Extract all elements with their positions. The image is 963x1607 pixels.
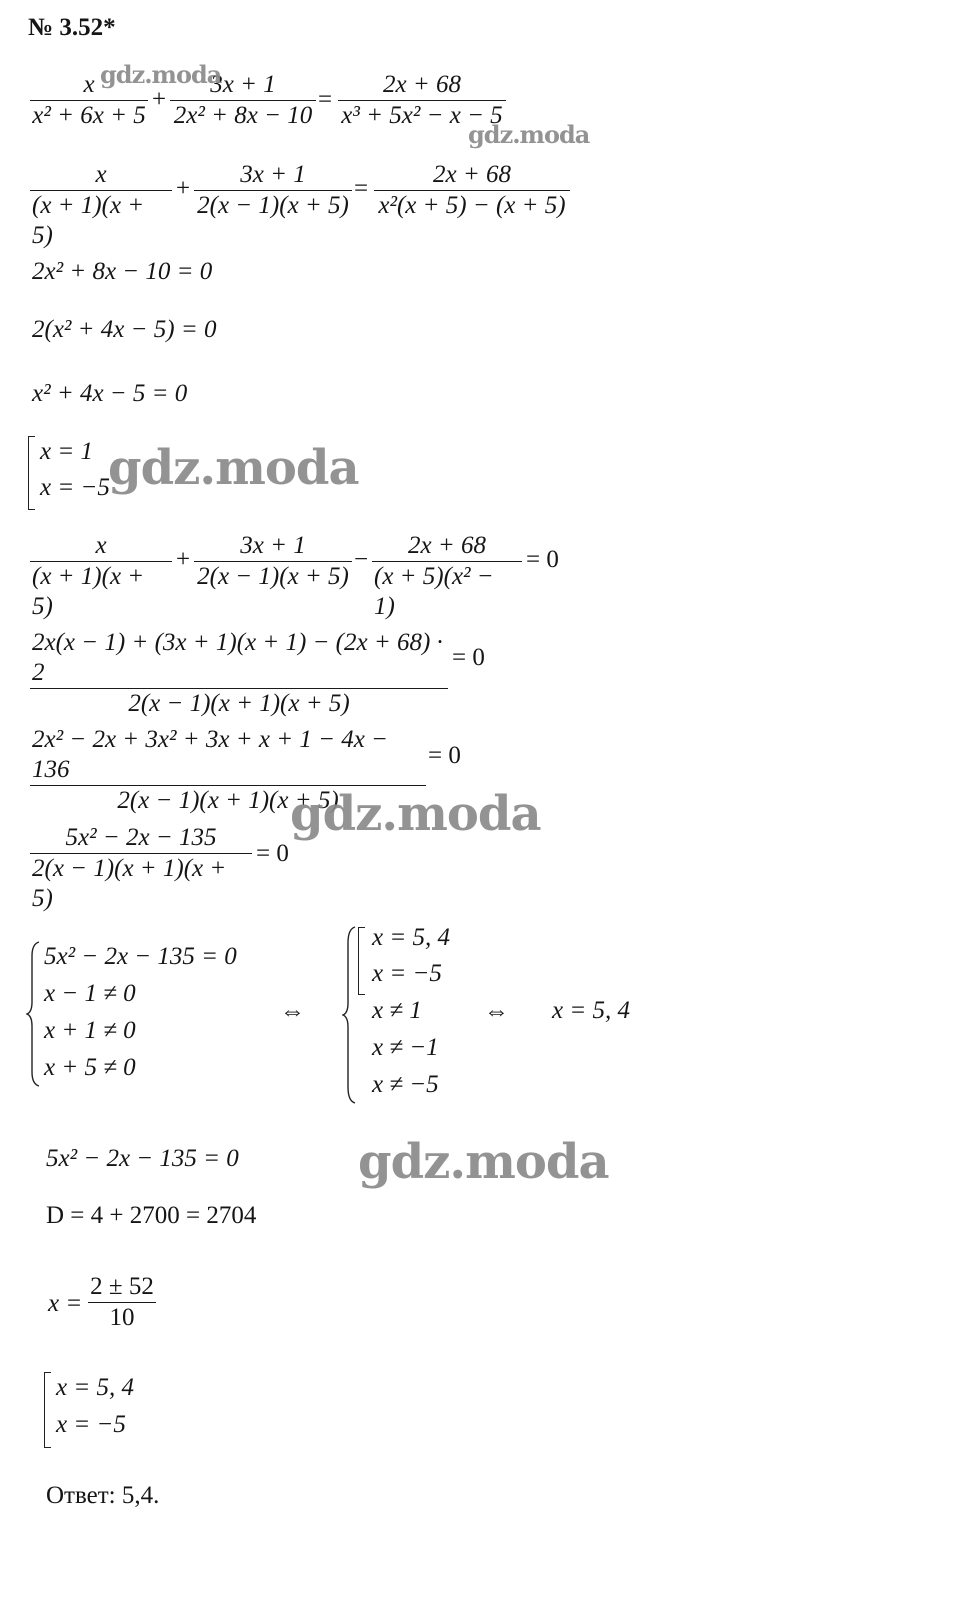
watermark: gdz.moda (100, 60, 222, 89)
right-hand-side: = 0 (428, 742, 461, 769)
quadratic-equation: 5x² − 2x − 135 = 0 (46, 1145, 239, 1172)
root: x = −5 (40, 474, 110, 501)
fraction (374, 160, 570, 221)
denominator: (x + 5)(x² − 1) (374, 563, 494, 621)
condition: x ≠ 1 (372, 997, 422, 1024)
operator: + (152, 86, 167, 113)
denominator: 2(x − 1)(x + 1)(x + 5) (32, 855, 227, 913)
numerator: 2x(x − 1) + (3x + 1)(x + 1) − (2x + 68) · 2 (32, 629, 443, 686)
root: x = 5, 4 (56, 1374, 134, 1401)
condition: x ≠ −1 (372, 1034, 439, 1061)
numerator: 2 ± 52 (90, 1273, 154, 1300)
discriminant: D = 4 + 2700 = 2704 (46, 1202, 257, 1229)
numerator: 3x + 1 (240, 532, 306, 559)
square-bracket (358, 927, 365, 995)
curly-brace (342, 925, 358, 1105)
denominator: x² + 6x + 5 (32, 102, 146, 130)
watermark: gdz.moda (290, 786, 541, 842)
numerator: 2x + 68 (383, 71, 461, 98)
equivalence-symbol: ⇔ (484, 998, 509, 1025)
operator: + (176, 546, 191, 573)
denominator: 2(x − 1)(x + 5) (197, 563, 349, 591)
right-hand-side: = 0 (526, 546, 559, 573)
denominator: x³ + 5x² − x − 5 (341, 102, 503, 130)
fraction (88, 1272, 156, 1333)
condition: x = −5 (372, 960, 442, 987)
equation-line: 2(x² + 4x − 5) = 0 (32, 316, 217, 343)
fraction (30, 531, 172, 622)
watermark: gdz.moda (358, 1134, 609, 1190)
fraction (194, 160, 352, 221)
numerator: 2x + 68 (433, 161, 511, 188)
condition: 5x² − 2x − 135 = 0 (44, 943, 237, 970)
system-result: x = 5, 4 (552, 997, 630, 1024)
root: x = 1 (40, 438, 93, 465)
root: x = −5 (56, 1411, 126, 1438)
numerator: 5x² − 2x − 135 (65, 824, 217, 851)
formula-lhs: x = (48, 1290, 83, 1317)
denominator: 2(x − 1)(x + 5) (197, 192, 349, 220)
denominator: x²(x + 5) − (x + 5) (378, 192, 566, 220)
equivalence-symbol: ⇔ (280, 998, 305, 1025)
watermark: gdz.moda (468, 120, 590, 149)
condition: x + 5 ≠ 0 (44, 1054, 136, 1081)
denominator: (x + 1)(x + 5) (32, 563, 145, 621)
numerator: x (95, 161, 107, 188)
denominator: 10 (109, 1304, 135, 1332)
numerator: 3x + 1 (210, 71, 276, 98)
numerator: 2x + 68 (408, 532, 486, 559)
numerator: 2x² − 2x + 3x² + 3x + x + 1 − 4x − 136 (32, 726, 388, 783)
problem-title: № 3.52* (28, 14, 116, 41)
equation-line: x² + 4x − 5 = 0 (32, 380, 188, 407)
condition: x ≠ −5 (372, 1071, 439, 1098)
denominator: (x + 1)(x + 5) (32, 192, 145, 250)
numerator: x (83, 71, 95, 98)
operator: = (354, 175, 369, 202)
numerator: x (95, 532, 107, 559)
operator: − (354, 546, 369, 573)
curly-brace (26, 940, 42, 1088)
operator: = (318, 86, 333, 113)
square-bracket (44, 1372, 51, 1448)
condition: x = 5, 4 (372, 924, 450, 951)
square-bracket (28, 436, 35, 510)
fraction (194, 531, 352, 592)
numerator: 3x + 1 (240, 161, 306, 188)
watermark: gdz.moda (108, 440, 359, 496)
right-hand-side: = 0 (452, 644, 485, 671)
right-hand-side: = 0 (256, 840, 289, 867)
denominator: 2(x − 1)(x + 1)(x + 5) (117, 787, 339, 815)
fraction (30, 823, 252, 914)
condition: x + 1 ≠ 0 (44, 1017, 136, 1044)
operator: + (176, 175, 191, 202)
fraction (372, 531, 522, 622)
fraction (30, 160, 172, 251)
fraction (30, 628, 448, 719)
denominator: 2x² + 8x − 10 (173, 102, 313, 130)
equation-line: 2x² + 8x − 10 = 0 (32, 258, 213, 285)
condition: x − 1 ≠ 0 (44, 980, 136, 1007)
denominator: 2(x − 1)(x + 1)(x + 5) (128, 690, 350, 718)
answer: Ответ: 5,4. (46, 1482, 160, 1509)
